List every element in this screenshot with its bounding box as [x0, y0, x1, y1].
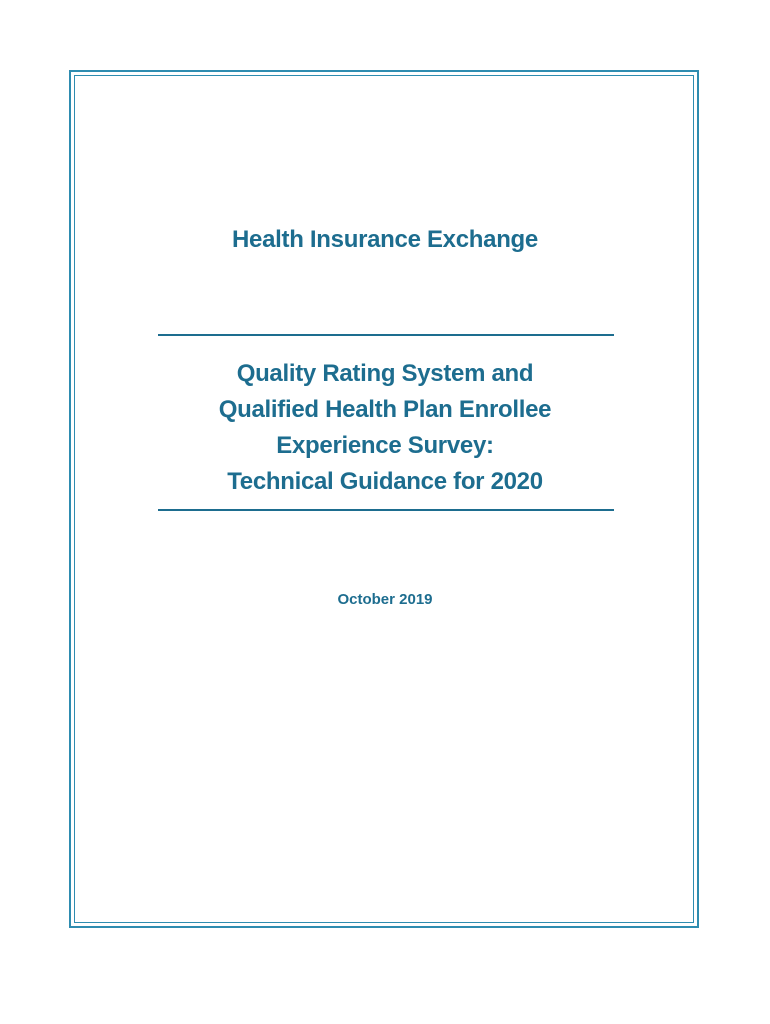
organization-title: Health Insurance Exchange — [232, 226, 538, 253]
document-title-line: Technical Guidance for 2020 — [227, 468, 543, 495]
document-title-line: Experience Survey: — [276, 432, 494, 459]
document-title — [0, 356, 770, 500]
title-rule-top — [158, 334, 614, 336]
title-rule-bottom — [158, 509, 614, 511]
publication-date: October 2019 — [337, 591, 433, 608]
document-title-line: Quality Rating System and — [236, 360, 534, 387]
document-title-line: Qualified Health Plan Enrollee — [218, 396, 552, 423]
